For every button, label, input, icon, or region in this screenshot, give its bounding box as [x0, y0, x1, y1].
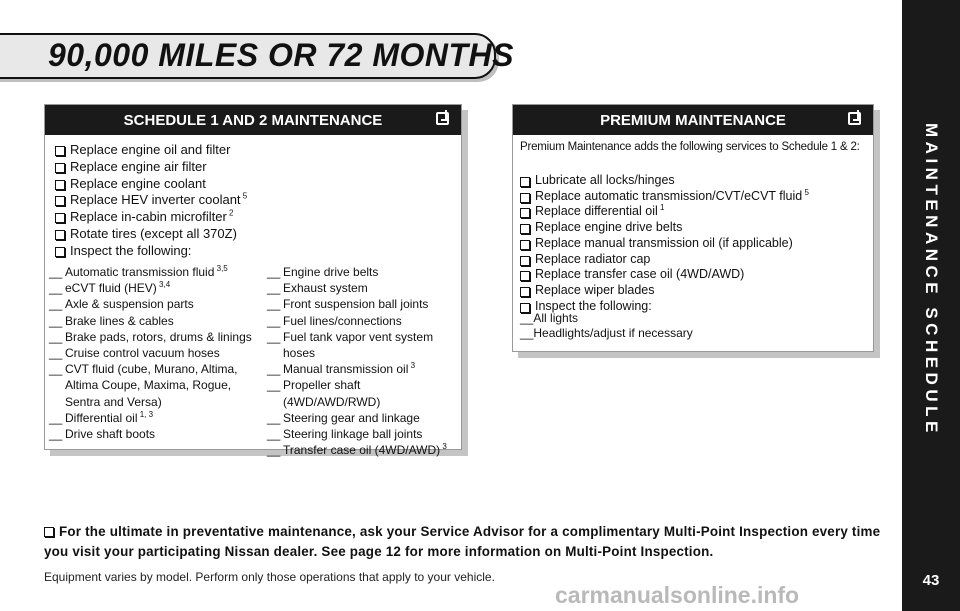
premium-inspect-item: [520, 326, 693, 341]
premium-inspect-item-text: Headlights/adjust if necessary: [533, 325, 693, 340]
inspect-right-item: [267, 280, 461, 296]
footnote-ref: 5: [240, 192, 248, 202]
footnote-ref: 3: [440, 442, 447, 452]
blank-line: __: [267, 281, 281, 296]
checkbox-icon: [520, 177, 530, 187]
premium-check-item-text: Lubricate all locks/hinges: [535, 173, 675, 187]
blank-line: __: [267, 443, 281, 458]
premium-check-item: [520, 252, 809, 268]
checkbox-icon: [520, 208, 530, 218]
inspect-right-item-text: Fuel lines/connections: [283, 313, 402, 328]
blank-line: __: [267, 378, 281, 393]
checkbox-icon: [520, 224, 530, 234]
premium-check-item-text: Inspect the following:: [535, 298, 652, 313]
inspect-left-item: [49, 280, 264, 296]
inspect-left-item-text: Axle & suspension parts: [65, 297, 194, 312]
inspect-right-item-text: Exhaust system: [283, 281, 368, 296]
schedule-check-item-text: Replace engine oil and filter: [70, 142, 231, 157]
premium-check-item-text: Replace transfer case oil (4WD/AWD): [535, 267, 745, 282]
checkbox-icon: [520, 256, 530, 266]
schedule-box: [44, 104, 462, 458]
inspect-left-item: [49, 264, 264, 280]
inspect-right-item: [267, 296, 461, 312]
inspection-note-text: For the ultimate in preventative maintenance, ask your Service Advisor for a complimentary Multi-Point Inspection every time you visit your participating Nissan dealer. See page 12 for more information on Multi-Point Inspection.: [44, 524, 881, 559]
blank-line: __: [49, 297, 63, 312]
equipment-footnote: Equipment varies by model. Perform only those operations that apply to your vehicle.: [44, 570, 495, 584]
checkbox-icon: [520, 240, 530, 250]
premium-check-item-text: Replace differential oil $^1$: [535, 203, 665, 219]
inspect-left-item-text: Automatic transmission fluid $^{3,5}$: [65, 264, 228, 279]
checkbox-icon: [55, 230, 65, 240]
checkbox-icon: [520, 193, 530, 203]
schedule-check-item: [55, 192, 247, 209]
footnote-ref: 1: [657, 203, 665, 213]
inspect-left-item-text: eCVT fluid (HEV) $^{3,4}$: [65, 280, 171, 296]
schedule-check-item: [55, 209, 247, 226]
premium-check-item: [520, 236, 809, 252]
blank-line: __: [267, 297, 281, 312]
schedule-checklist: [55, 142, 247, 260]
schedule-check-item-text: Replace in-cabin microfilter $^2$: [70, 208, 234, 225]
premium-check-item: [520, 173, 809, 189]
checkbox-icon: [520, 271, 530, 281]
inspect-right-item-text: Fuel tank vapor vent system hoses: [283, 329, 434, 361]
blank-line: __: [267, 265, 281, 279]
sidebar-title-wrap: [902, 0, 960, 560]
blank-line: __: [267, 362, 281, 377]
inspect-list-right: [267, 264, 461, 458]
blank-line: __: [49, 427, 63, 442]
inspect-left-item: [49, 313, 264, 329]
inspect-left-item-text: Brake lines & cables: [65, 313, 174, 328]
schedule-check-item-text: Replace engine coolant: [70, 175, 206, 191]
schedule-check-item: [55, 159, 247, 176]
inspect-left-item-text: CVT fluid (cube, Murano, Altima, Altima Coupe, Maxima, Rogue, Sentra and Versa): [65, 362, 238, 409]
blank-line: __: [49, 410, 63, 425]
checkbox-icon: [55, 196, 65, 206]
checkbox-icon: [55, 180, 65, 190]
blank-line: __: [520, 311, 534, 325]
premium-check-item: [520, 189, 809, 205]
blank-line: __: [267, 410, 281, 425]
premium-inspect-item: [520, 311, 693, 326]
schedule-check-item-text: Inspect the following:: [70, 242, 192, 258]
inspect-right-item: [267, 264, 461, 280]
checkbox-icon: [848, 112, 861, 125]
schedule-header: [45, 105, 461, 135]
blank-line: __: [49, 362, 63, 377]
footnote-ref: 1, 3: [137, 409, 154, 419]
inspect-right-item-text: Steering gear and linkage: [283, 410, 420, 425]
premium-check-item: [520, 267, 809, 283]
premium-header: [513, 105, 873, 135]
inspect-right-item-text: Steering linkage ball joints: [283, 427, 423, 442]
inspect-right-item-text: Manual transmission oil $^3$: [283, 361, 416, 377]
footnote-ref: 5: [802, 187, 809, 197]
sidebar-title: MAINTENANCE SCHEDULE: [922, 123, 941, 437]
inspect-left-item-text: Drive shaft boots: [65, 427, 156, 442]
inspect-left-item: [49, 329, 264, 345]
inspect-right-item: [267, 410, 461, 426]
checkbox-icon: [55, 163, 65, 173]
schedule-check-item: [55, 142, 247, 159]
premium-check-item-text: Replace automatic transmission/CVT/eCVT fluid $^5$: [535, 187, 809, 203]
premium-check-item: [520, 283, 809, 299]
inspect-right-item: [267, 361, 461, 377]
premium-check-item: [520, 220, 809, 236]
blank-line: __: [49, 281, 63, 296]
premium-inspect-list: [520, 311, 693, 340]
schedule-check-item-text: Replace engine air filter: [70, 158, 207, 174]
inspect-right-item: [267, 313, 461, 329]
inspect-left-item-text: Brake pads, rotors, drums & linings: [65, 329, 252, 344]
premium-box: [512, 104, 874, 352]
inspect-left-item-text: Cruise control vacuum hoses: [65, 346, 220, 361]
blank-line: __: [49, 313, 63, 328]
checkbox-icon: [520, 287, 530, 297]
inspect-left-item: [49, 345, 264, 361]
blank-line: __: [520, 325, 534, 340]
inspect-right-item: [267, 377, 461, 409]
inspect-right-item-text: Engine drive belts: [283, 265, 379, 279]
checkbox-icon: [44, 527, 54, 537]
blank-line: __: [49, 329, 63, 344]
inspect-left-item: [49, 296, 264, 312]
schedule-check-item: [55, 226, 247, 243]
blank-line: __: [49, 265, 63, 279]
premium-check-item-text: Replace wiper blades: [535, 282, 655, 297]
premium-inspect-item-text: All lights: [533, 311, 579, 325]
inspect-list-left: [49, 264, 264, 442]
premium-check-item: [520, 204, 809, 220]
page-number: 43: [922, 572, 940, 589]
premium-checklist: [520, 173, 809, 314]
watermark: carmanualsonline.info: [555, 582, 800, 608]
inspect-right-item-text: Front suspension ball joints: [283, 297, 429, 312]
inspect-right-item: [267, 426, 461, 442]
footnote-ref: 3: [408, 361, 416, 371]
schedule-check-item: [55, 243, 247, 260]
schedule-check-item: [55, 176, 247, 193]
inspect-left-item-text: Differential oil $^{1, 3}$: [65, 409, 154, 425]
checkbox-icon: [55, 146, 65, 156]
premium-check-item-text: Replace radiator cap: [535, 251, 651, 266]
inspect-right-item-text: Propeller shaft (4WD/AWD/RWD): [283, 378, 381, 409]
page-title: 90,000 MILES OR 72 MONTHS: [48, 37, 514, 73]
blank-line: __: [267, 427, 281, 442]
blank-line: __: [49, 346, 63, 361]
footnote-ref: 3,5: [214, 264, 228, 273]
schedule-check-item-text: Replace HEV inverter coolant $^5$: [70, 192, 248, 208]
footnote-ref: 3,4: [156, 280, 171, 290]
premium-title: PREMIUM MAINTENANCE: [600, 111, 786, 129]
inspect-left-item: [49, 426, 264, 442]
inspect-left-item: [49, 361, 264, 410]
checkbox-icon: [55, 213, 65, 223]
schedule-check-item-text: Rotate tires (except all 370Z): [70, 225, 237, 241]
inspect-left-item: [49, 410, 264, 426]
blank-line: __: [267, 329, 281, 344]
inspect-right-item: [267, 329, 461, 361]
inspect-right-item: [267, 442, 461, 458]
premium-check-item-text: Replace engine drive belts: [535, 220, 683, 235]
footnote-ref: 2: [226, 208, 234, 218]
checkbox-icon: [436, 112, 449, 125]
checkbox-icon: [55, 247, 65, 257]
schedule-title: SCHEDULE 1 AND 2 MAINTENANCE: [123, 111, 383, 129]
premium-check-item-text: Replace manual transmission oil (if applicable): [535, 235, 793, 250]
inspection-note: [44, 522, 889, 562]
premium-intro: Premium Maintenance adds the following services to Schedule 1 & 2:: [520, 141, 860, 153]
inspect-right-item-text: Transfer case oil (4WD/AWD) $^3$: [283, 442, 447, 458]
blank-line: __: [267, 313, 281, 328]
